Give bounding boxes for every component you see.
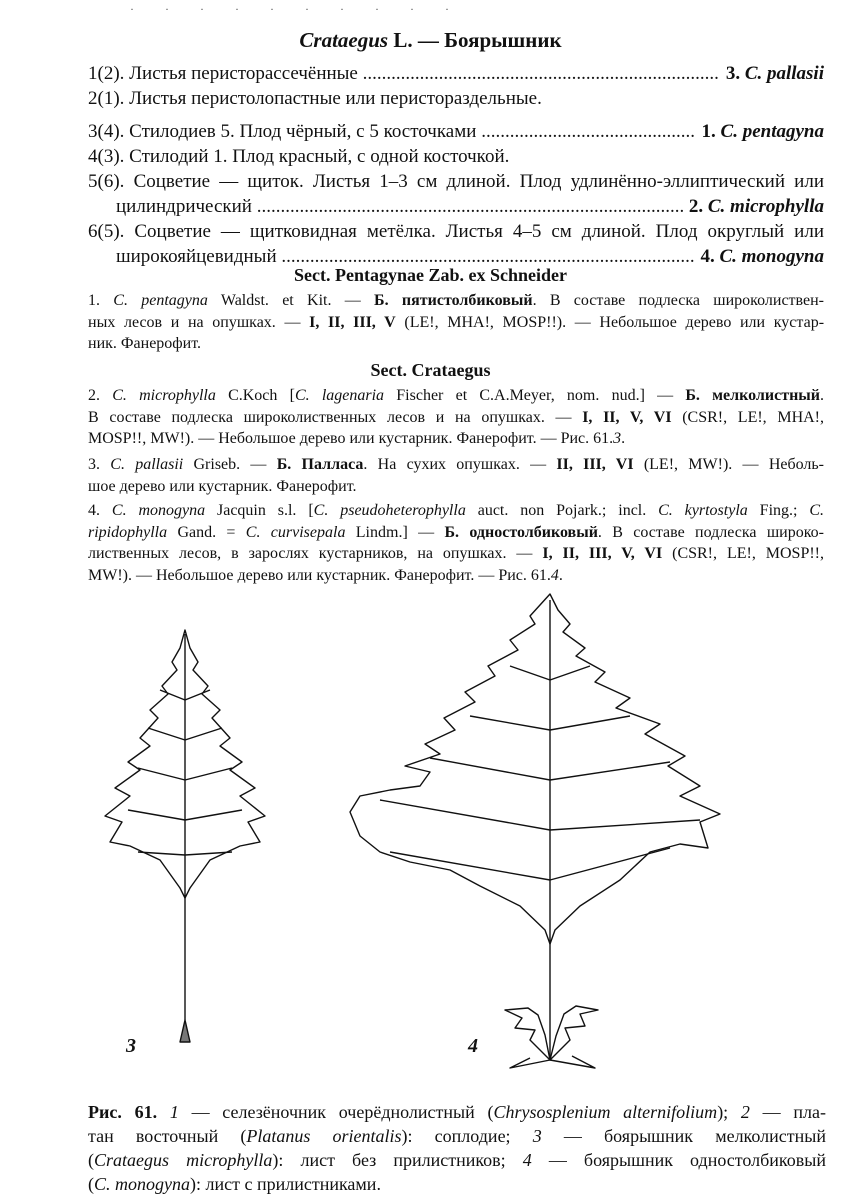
key-step-6: 6(5). Соцветие — щитковидная метёлка. Листья 4–5 см длиной. Плод округлый или xyxy=(88,221,824,242)
key-step-5-lead: цилиндрический ..... xyxy=(116,194,683,219)
species-monogyna-text: C. xyxy=(809,502,825,519)
species-pallasii-text: 3. xyxy=(88,456,111,473)
key-step-5-cont xyxy=(88,194,824,219)
caption-text: 4 xyxy=(522,1150,532,1170)
species-pallasii-line-2 xyxy=(88,476,824,498)
species-microphylla-line-3 xyxy=(88,428,824,450)
species-monogyna-line-2 xyxy=(88,522,824,544)
species-monogyna-text: MW!). — Небольшое дерево или кустарник. Фанерофит. — Рис. 61. xyxy=(88,566,551,584)
stipule-right xyxy=(550,1006,598,1060)
caption-text: Crataegus microphylla xyxy=(94,1150,273,1170)
top-scan-marks: · · · · · · · · · · xyxy=(130,2,463,16)
species-pentagyna-text: ных лесов и на опушках. — xyxy=(88,313,310,331)
species-pentagyna-text: C. pentagyna xyxy=(113,292,208,309)
species-monogyna-text: auct. non Pojark.; incl. xyxy=(465,502,659,519)
species-entry-pentagyna xyxy=(88,290,824,355)
species-pallasii-text: . На сухих опушках. — xyxy=(363,456,557,473)
species-microphylla-line-1 xyxy=(88,385,824,407)
key-step-3-num: 1. xyxy=(701,121,716,142)
section-title-pentagynae: Sect. Pentagynae Zab. ex Schneider xyxy=(294,265,567,285)
caption-text: — боярышник одностолбиковый xyxy=(531,1150,826,1170)
key-step-1-lead: 1(2). Листья перисторассечённые ..... xyxy=(88,61,720,86)
caption-text: 2 xyxy=(740,1102,750,1122)
species-microphylla-text: (CSR!, LE!, MHA!, xyxy=(671,408,825,426)
species-pallasii-text: шое дерево или кустарник. Фанерофит. xyxy=(88,477,357,495)
species-monogyna-text: . xyxy=(558,566,563,584)
species-microphylla-text: C. microphylla xyxy=(112,387,216,404)
key-step-2: 2(1). Листья перистолопастные или перистораздельные. xyxy=(88,88,542,109)
caption-text: ): лист без прилистников; xyxy=(272,1150,523,1170)
caption-text: ): соплодие; xyxy=(401,1126,533,1146)
figure-label-3: 3 xyxy=(126,1035,136,1057)
species-monogyna-text: Jacquin s.l. [ xyxy=(205,502,314,519)
caption-text: Platanus orientalis xyxy=(246,1126,402,1146)
species-pallasii-text: C. pallasii xyxy=(110,456,184,473)
species-microphylla-text: Б. мелколистный xyxy=(685,387,820,404)
species-monogyna-text: 4 xyxy=(550,566,559,584)
leaf-4-outline xyxy=(350,594,720,944)
species-monogyna-text: Gand. = xyxy=(167,523,246,541)
species-pentagyna-text: 1. xyxy=(88,292,114,309)
key-step-1 xyxy=(88,61,824,86)
species-monogyna-line-4 xyxy=(88,565,824,587)
species-entry-pallasii xyxy=(88,454,824,497)
key-step-5: 5(6). Соцветие — щиток. Листья 1–3 см длиной. Плод удлинённо-эллиптический или xyxy=(88,171,824,192)
caption-text: ): лист с прилистниками. xyxy=(190,1174,381,1194)
species-microphylla-text: I, II, V, VI xyxy=(582,408,672,426)
key-step-3-result xyxy=(696,119,824,144)
species-monogyna-text: C. pseudoheterophylla xyxy=(313,502,466,519)
species-pentagyna-line-1 xyxy=(88,290,824,312)
caption-text: ( xyxy=(88,1150,94,1170)
key-step-5-num: 2. xyxy=(688,196,704,217)
section-title-crataegus: Sect. Crataegus xyxy=(370,360,491,380)
species-microphylla-text: C. lagenaria xyxy=(294,387,385,404)
species-microphylla-text: MOSP!!, MW!). — Небольшое дерево или кустарник. Фанерофит. — Рис. 61. xyxy=(88,430,614,447)
species-pentagyna-text: Б. пятистолбиковый xyxy=(374,292,533,309)
species-pallasii-text: Griseb. — xyxy=(183,456,277,473)
figure-61-leaves xyxy=(60,590,820,1090)
species-monogyna-text: лиственных лесов, в зарослях кустарников, на опушках. — xyxy=(88,545,543,562)
key-step-5-result xyxy=(683,194,824,219)
species-pentagyna-text: I, II, III, V xyxy=(309,313,396,331)
species-entry-monogyna xyxy=(88,500,824,586)
caption-line-4 xyxy=(88,1172,826,1196)
species-monogyna-text: ripidophylla xyxy=(88,523,168,541)
identification-key xyxy=(88,61,824,269)
caption-text: Chrysosplenium alternifolium xyxy=(493,1102,718,1122)
species-monogyna-text: Б. одностолбиковый xyxy=(444,523,598,541)
key-step-1-result xyxy=(720,61,824,86)
species-pentagyna-text: (LE!, MHA!, MOSP!!). — Небольшое дерево или кустар- xyxy=(395,313,825,331)
key-step-3-lead: 3(4). Стилодиев 5. Плод чёрный, с 5 косточками ..... xyxy=(88,119,696,144)
stipule-left xyxy=(505,1008,550,1060)
key-step-6-species: C. monogyna xyxy=(719,246,824,267)
caption-text: 3 xyxy=(532,1126,542,1146)
species-pentagyna-text: ник. Фанерофит. xyxy=(88,335,202,352)
species-monogyna-text: . В составе подлеска широко- xyxy=(597,523,825,541)
species-pentagyna-text: Waldst. et Kit. — xyxy=(207,292,375,309)
species-pallasii-line-1 xyxy=(88,454,824,476)
species-microphylla-text: 3 xyxy=(613,430,622,447)
species-microphylla-text: В составе подлеска широколиственных лесов и на опушках. — xyxy=(88,408,583,426)
species-microphylla-text: 2. xyxy=(88,387,113,404)
key-step-3-species: C. pentagyna xyxy=(720,121,824,142)
key-step-3 xyxy=(88,119,824,144)
caption-text: тан восточный ( xyxy=(88,1126,247,1146)
species-monogyna-text: (CSR!, LE!, MOSP!!, xyxy=(662,545,825,562)
caption-text: C. monogyna xyxy=(94,1174,190,1194)
caption-text: — пла- xyxy=(749,1102,826,1122)
species-monogyna-text: I, II, III, V, VI xyxy=(542,545,663,562)
caption-line-1 xyxy=(88,1100,826,1124)
key-step-6-num: 4. xyxy=(700,246,715,267)
species-microphylla-text: Fischer et C.A.Meyer, nom. nud.] — xyxy=(384,387,686,404)
key-step-6-lead: широкояйцевидный ..... xyxy=(116,244,694,269)
species-monogyna-text: 4. xyxy=(88,502,112,519)
species-pallasii-text: (LE!, MW!). — Неболь- xyxy=(633,456,825,473)
species-monogyna-text: C. monogyna xyxy=(111,502,206,519)
key-step-5-species: C. microphylla xyxy=(707,196,824,217)
species-pallasii-text: II, III, VI xyxy=(556,456,634,473)
caption-text: 1 xyxy=(169,1102,179,1122)
genus-author: L. — Боярышник xyxy=(388,28,562,52)
caption-text: Рис. 61. xyxy=(88,1102,170,1122)
species-microphylla-text: . xyxy=(820,387,824,404)
species-monogyna-line-3 xyxy=(88,543,824,565)
caption-text: ); xyxy=(717,1102,741,1122)
figure-caption xyxy=(88,1100,826,1196)
caption-line-3 xyxy=(88,1148,826,1172)
page-title xyxy=(0,28,861,53)
caption-line-2 xyxy=(88,1124,826,1148)
species-monogyna-text: Lindm.] — xyxy=(345,523,445,541)
key-step-1-species: C. pallasii xyxy=(744,63,824,84)
caption-text: — селезёночник очерёднолистный ( xyxy=(178,1102,494,1122)
species-pallasii-text: Б. Палласа xyxy=(276,456,364,473)
species-monogyna-text: C. kyrtostyla xyxy=(658,502,748,519)
species-pentagyna-line-2 xyxy=(88,312,824,334)
species-pentagyna-line-3 xyxy=(88,333,824,355)
genus-name: Crataegus xyxy=(299,28,389,52)
species-microphylla-text: C.Koch [ xyxy=(215,387,295,404)
figure-label-4: 4 xyxy=(468,1035,478,1057)
species-entry-microphylla xyxy=(88,385,824,450)
species-monogyna-text: Fing.; xyxy=(747,502,810,519)
leaf-illustration xyxy=(60,590,820,1090)
key-step-1-num: 3. xyxy=(725,63,741,84)
species-pentagyna-text: . В составе подлеска широколиствен- xyxy=(532,292,824,309)
species-monogyna-line-1 xyxy=(88,500,824,522)
key-step-4: 4(3). Стилодий 1. Плод красный, с одной косточкой. xyxy=(88,146,510,167)
species-microphylla-text: . xyxy=(621,430,626,447)
caption-text: — боярышник мелколистный xyxy=(541,1126,826,1146)
caption-text: ( xyxy=(88,1174,94,1194)
species-microphylla-line-2 xyxy=(88,407,824,429)
species-monogyna-text: C. curvisepala xyxy=(245,523,346,541)
